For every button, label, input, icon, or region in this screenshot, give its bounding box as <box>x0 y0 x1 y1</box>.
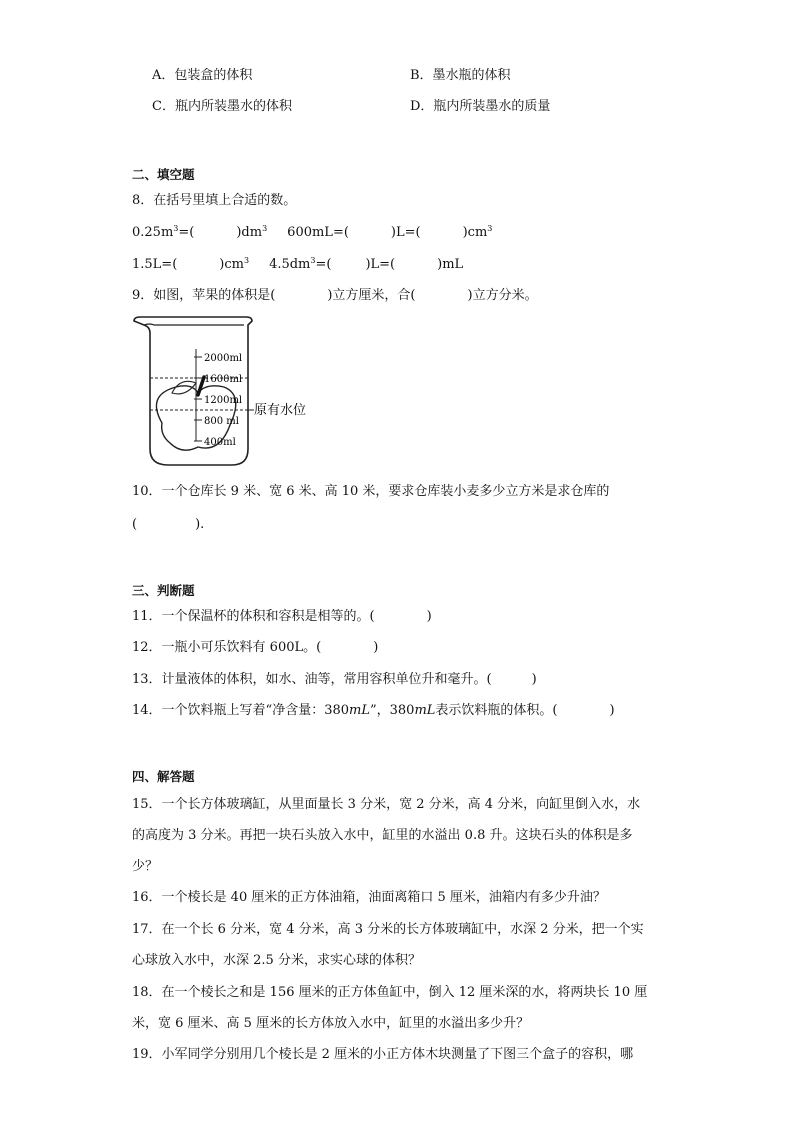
q8-1a-eq: =( <box>178 225 195 240</box>
question-10-line-1: 10．一个仓库长 9 米、宽 6 米、高 10 米，要求仓库装小麦多少立方米是求仓库的 <box>132 484 610 499</box>
q14-part-b: ”，380 <box>369 703 415 718</box>
q8-2a-sup: 3 <box>243 256 250 265</box>
q8-2b-right: )mL <box>437 257 464 272</box>
q8-1b-left: 600mL=( <box>287 225 349 240</box>
q8-1b-sup: 3 <box>487 224 493 233</box>
question-12 <box>132 639 378 657</box>
section-heading-solve: 四、解答题 <box>132 769 195 784</box>
section-heading-true-false: 三、判断题 <box>132 583 195 598</box>
mark-1600: 1600ml <box>204 374 243 385</box>
q11-text: 11．一个保温杯的体积和容积是相等的。( <box>132 609 375 624</box>
q11-close: ) <box>426 609 432 624</box>
q14-part-c: 表示饮料瓶的体积。( <box>435 703 558 718</box>
question-15-line-1: 15．一个长方体玻璃缸，从里面量长 3 分米，宽 2 分米，高 4 分米，向缸里倒入水，水 <box>132 797 641 812</box>
question-8-prompt: 8．在括号里填上合适的数。 <box>132 193 297 208</box>
q12-text: 12．一瓶小可乐饮料有 600L。( <box>132 640 322 655</box>
question-13 <box>132 671 537 689</box>
option-d: D．瓶内所装墨水的质量 <box>410 99 551 114</box>
question-19-line-1: 19．小军同学分别用几个棱长是 2 厘米的小正方体木块测量了下图三个盒子的容积，哪 <box>132 1047 634 1062</box>
q10-close: ). <box>195 517 205 532</box>
option-a: A．包装盒的体积 <box>152 68 253 83</box>
q8-1a-sup: 3 <box>173 224 179 233</box>
water-level-label: 原有水位 <box>254 403 307 418</box>
mark-2000: 2000ml <box>204 353 243 364</box>
q9-part-b: )立方厘米，合( <box>327 288 416 303</box>
option-b: B．墨水瓶的体积 <box>410 68 511 83</box>
q8-2b-left: 4.5dm <box>269 257 311 272</box>
q8-2b-mid: )L=( <box>365 257 396 272</box>
apple-leaf <box>172 381 196 394</box>
question-8-line-2 <box>132 256 463 274</box>
question-8-line-1 <box>132 224 492 242</box>
question-15-line-3: 少？ <box>132 859 159 874</box>
q8-2a-right: )cm <box>219 257 244 272</box>
question-17-line-2: 心球放入水中，水深 2.5 分米，求实心球的体积？ <box>132 953 421 968</box>
q13-text: 13．计量液体的体积，如水、油等，常用容积单位升和毫升。( <box>132 672 492 687</box>
beaker-apple-figure <box>132 315 312 470</box>
mark-800: 800 ml <box>204 416 239 427</box>
q8-1a-right: )dm <box>236 225 263 240</box>
option-c: C．瓶内所装墨水的体积 <box>152 99 292 114</box>
mark-400: 400ml <box>204 437 236 448</box>
question-17-line-1: 17．在一个长 6 分米，宽 4 分米，高 3 分米的长方体玻璃缸中，水深 2 分米，把一个实 <box>132 922 644 937</box>
q8-2a-left: 1.5L=( <box>132 257 178 272</box>
q8-2b-eq: =( <box>315 257 332 272</box>
q8-2b-sup: 3 <box>310 256 316 265</box>
q8-1a-sup2: 3 <box>262 224 268 233</box>
question-16: 16．一个棱长是 40 厘米的正方体油箱，油面离箱口 5 厘米，油箱内有多少升油？ <box>132 890 606 905</box>
question-9 <box>132 287 538 305</box>
q13-close: ) <box>531 672 537 687</box>
mark-1200: 1200ml <box>204 395 243 406</box>
question-18-line-1: 18．在一个棱长之和是 156 厘米的正方体鱼缸中，倒入 12 厘米深的水，将两块长 10 厘 <box>132 985 648 1000</box>
q9-part-c: )立方分米。 <box>467 288 538 303</box>
question-11 <box>132 608 432 626</box>
question-18-line-2: 米，宽 6 厘米、高 5 厘米的长方体放入水中，缸里的水溢出多少升？ <box>132 1016 530 1031</box>
q10-open: ( <box>132 517 138 532</box>
q14-close: ) <box>609 703 615 718</box>
q8-1a-left: 0.25m <box>132 225 174 240</box>
question-15-line-2: 的高度为 3 分米。再把一块石头放入水中，缸里的水溢出 0.8 升。这块石头的体积是多 <box>132 828 633 843</box>
q14-unit-1: mL <box>349 703 370 718</box>
question-14 <box>132 702 615 720</box>
q8-1b-right: )cm <box>462 225 488 240</box>
section-heading-fill-blank: 二、填空题 <box>132 167 195 182</box>
question-10-line-2 <box>132 516 204 534</box>
q8-1b-mid: )L=( <box>390 225 421 240</box>
q14-part-a: 14．一个饮料瓶上写着“净含量：380 <box>132 703 350 718</box>
q9-part-a: 9．如图，苹果的体积是( <box>132 288 276 303</box>
q12-close: ) <box>373 640 379 655</box>
q14-unit-2: mL <box>414 703 436 718</box>
